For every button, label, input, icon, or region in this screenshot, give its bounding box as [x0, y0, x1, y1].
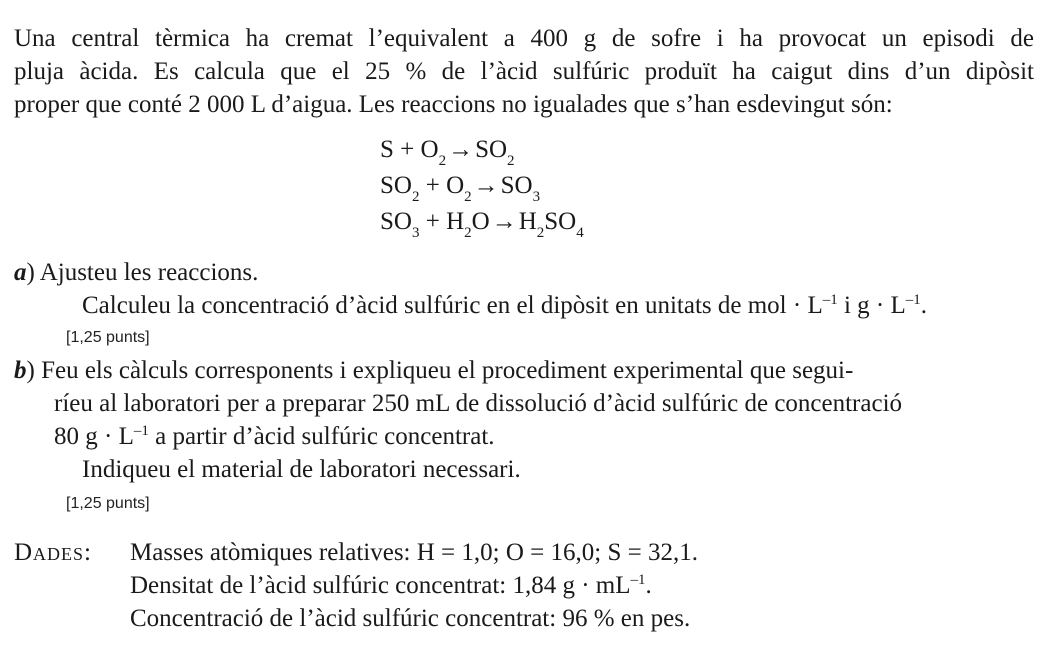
question-a-paren: ) [26, 259, 35, 286]
data-line-2 [130, 569, 698, 602]
question-a-line-2 [14, 289, 1034, 322]
reaction-arrow-icon: → [473, 172, 499, 199]
superscript: –1 [905, 292, 921, 308]
subscript: 2 [438, 153, 447, 169]
reaction-2-reactant-2: + O [419, 172, 465, 199]
intro-line-2: pluja àcida. Es calcula que el 25 % de l’àcid sulfúric produït ha caigut dins d’un dipòsit [14, 58, 1034, 85]
question-a-line-1 [14, 256, 1034, 289]
question-b-line-2: ríeu al laboratori per a preparar 250 mL de dissolució d’àcid sulfúric de concentració [54, 390, 903, 417]
question-b-line-4: Indiqueu el material de laboratori necessari. [82, 456, 521, 483]
reaction-arrow-icon: → [448, 136, 474, 163]
reaction-2-reactant-1: SO [380, 172, 412, 199]
intro-line-3: proper que conté 2 000 L d’aigua. Les reaccions no igualades que s’han esdevingut són: [14, 91, 893, 118]
question-b-label: b [14, 357, 27, 384]
question-a-label: a [14, 259, 27, 286]
question-b-text-3: 80 g · L [54, 423, 134, 450]
reaction-2-product: SO [500, 172, 533, 199]
data-line-2-text: Densitat de l’àcid sulfúric concentrat: 1,84 g · mL [130, 572, 631, 599]
reaction-1 [380, 132, 584, 168]
question-b-text-3-end: a partir d’àcid sulfúric concentrat. [148, 423, 495, 450]
superscript: –1 [630, 572, 646, 588]
reaction-arrow-icon: → [491, 208, 517, 235]
problem-statement [14, 22, 1034, 121]
question-a-points: [1,25 punts] [66, 329, 150, 346]
question-a-text-2-mid: i g · L [837, 292, 906, 319]
reaction-3-reactant-2: + H [419, 208, 465, 235]
question-a-text-2-end: . [920, 292, 928, 319]
subscript: 2 [464, 189, 472, 205]
question-b-text-1: Feu els càlculs corresponents i expliqueu el procediment experimental que segui- [41, 357, 854, 384]
question-a [14, 256, 1034, 346]
question-a-text-2: Calculeu la concentració d’àcid sulfúric en el dipòsit en unitats de mol · L [82, 292, 823, 319]
reaction-list [380, 132, 584, 240]
question-b-points: [1,25 punts] [66, 495, 150, 512]
reaction-1-reactants: S + O [380, 136, 439, 163]
reaction-1-product: SO [475, 136, 508, 163]
question-a-text-1: Ajusteu les reaccions. [39, 259, 259, 286]
subscript: 4 [576, 225, 584, 241]
question-b-line-1 [14, 354, 1034, 387]
reaction-3-reactant-2-tail: O [471, 208, 490, 235]
data-items [130, 536, 698, 635]
data-line-1: Masses atòmiques relatives: H = 1,0; O = 16,0; S = 32,1. [130, 539, 698, 566]
reaction-3-product: H [518, 208, 537, 235]
reaction-2 [380, 168, 584, 204]
question-b-paren: ) [26, 357, 35, 384]
reaction-3-product-tail: SO [544, 208, 577, 235]
reaction-3 [380, 204, 584, 240]
subscript: 2 [464, 225, 472, 241]
data-line-2-end: . [645, 572, 652, 599]
reaction-3-reactant-1: SO [380, 208, 412, 235]
subscript: 2 [507, 153, 515, 169]
superscript: –1 [133, 423, 149, 439]
data-line-3: Concentració de l’àcid sulfúric concentrat: 96 % en pes. [130, 605, 691, 632]
data-label: Dades: [14, 539, 93, 566]
subscript: 2 [411, 189, 420, 205]
subscript: 3 [411, 225, 420, 241]
subscript: 3 [532, 189, 541, 205]
superscript: –1 [822, 292, 838, 308]
subscript: 2 [536, 225, 545, 241]
intro-line-1: Una central tèrmica ha cremat l’equivalent a 400 g de sofre i ha provocat un episodi de [14, 25, 1034, 52]
question-b-line-3 [14, 420, 1034, 453]
question-b [14, 354, 1034, 512]
